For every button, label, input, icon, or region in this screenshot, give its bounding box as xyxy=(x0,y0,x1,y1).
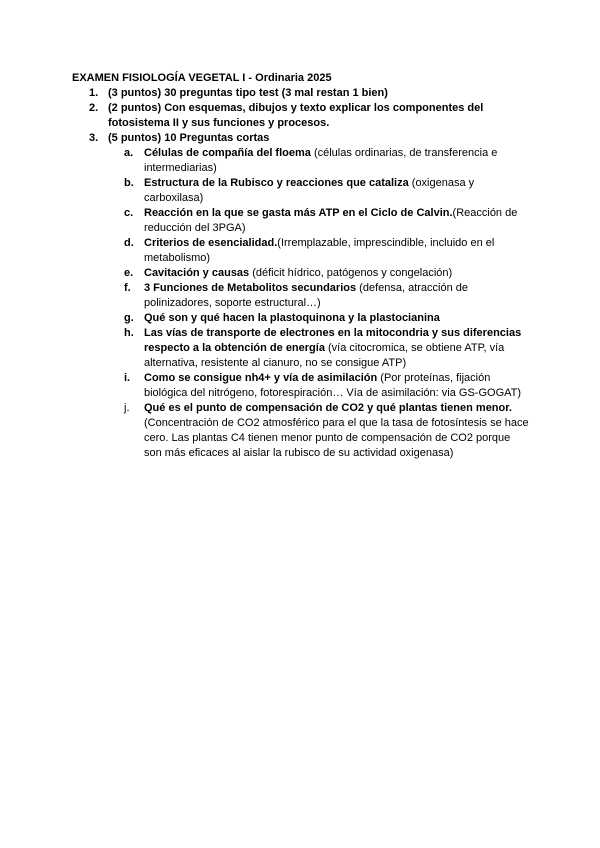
short-question-j xyxy=(124,401,530,461)
question-number: 1. xyxy=(89,87,99,99)
sub-question-title: Como se consigue nh4+ y vía de asimilación xyxy=(144,372,378,384)
sub-question-answer: (oxigenasa y carboxilasa) xyxy=(144,177,475,204)
sub-question-answer: (Concentración de CO2 atmosférico para el que la tasa de fotosíntesis se hace cero. Las plantas C4 tienen menor punto de compensación de CO2 porque son más eficaces al aislar la rubisco de su actividad oxigenasa) xyxy=(144,417,529,459)
question-2 xyxy=(0,101,498,131)
question-text: (3 puntos) 30 preguntas tipo test (3 mal restan 1 bien) xyxy=(108,87,388,99)
sub-question-answer: (vía citocromica, se obtiene ATP, vía alternativa, resistente al cianuro, no se consigue ATP) xyxy=(144,342,505,369)
sub-letter: j. xyxy=(124,402,130,414)
short-question-a xyxy=(124,146,530,176)
sub-question-title: Criterios de esencialidad. xyxy=(144,237,278,249)
sub-question-answer: (déficit hídrico, patógenos y congelación) xyxy=(249,267,453,279)
sub-question-title: Células de compañía del floema xyxy=(144,147,311,159)
sub-question-answer: (Reacción de reducción del 3PGA) xyxy=(144,207,518,234)
question-list xyxy=(0,86,600,461)
question-3 xyxy=(0,131,529,461)
sub-question-title: Estructura de la Rubisco y reacciones que cataliza xyxy=(144,177,409,189)
short-question-list xyxy=(108,146,529,461)
sub-question-title: 3 Funciones de Metabolitos secundarios xyxy=(144,282,357,294)
sub-letter: d. xyxy=(124,237,134,249)
sub-letter: e. xyxy=(124,267,134,279)
short-question-e xyxy=(124,266,530,281)
sub-question-answer: (Irremplazable, imprescindible, incluido en el metabolismo) xyxy=(144,237,495,264)
sub-question-answer: (Por proteínas, fijación biológica del nitrógeno, fotorespiración… Vía de asimilación: via GS-GOGAT) xyxy=(144,372,522,399)
short-question-f xyxy=(124,281,530,311)
sub-question-title: Cavitación y causas xyxy=(144,267,250,279)
question-number: 2. xyxy=(89,102,99,114)
sub-question-title: Reacción en la que se gasta más ATP en el Ciclo de Calvin. xyxy=(144,207,453,219)
sub-question-answer: (defensa, atracción de polinizadores, soporte estructural…) xyxy=(144,282,469,309)
question-text: (5 puntos) 10 Preguntas cortas xyxy=(108,132,270,144)
question-1 xyxy=(0,86,498,101)
sub-letter: a. xyxy=(124,147,134,159)
question-text: (2 puntos) Con esquemas, dibujos y texto explicar los componentes del fotosistema II y sus funciones y procesos. xyxy=(108,102,484,129)
short-question-g xyxy=(124,311,530,326)
question-number: 3. xyxy=(89,132,99,144)
sub-question-title: Qué es el punto de compensación de CO2 y qué plantas tienen menor. xyxy=(144,402,512,414)
sub-question-title: Qué son y qué hacen la plastoquinona y la plastocianina xyxy=(144,312,440,324)
sub-letter: c. xyxy=(124,207,134,219)
sub-question-title: Las vías de transporte de electrones en la mitocondria y sus diferencias respecto a la obtención de energía xyxy=(144,327,522,354)
sub-question-answer: (células ordinarias, de transferencia e intermediarias) xyxy=(144,147,498,174)
sub-letter: b. xyxy=(124,177,134,189)
sub-letter: f. xyxy=(124,282,131,294)
short-question-d xyxy=(124,236,530,266)
short-question-b xyxy=(124,176,530,206)
sub-letter: h. xyxy=(124,327,134,339)
exam-title: EXAMEN FISIOLOGÍA VEGETAL I - Ordinaria 2025 xyxy=(72,72,332,84)
short-question-h xyxy=(124,326,530,371)
short-question-i xyxy=(124,371,530,401)
sub-letter: g. xyxy=(124,312,134,324)
sub-letter: i. xyxy=(124,372,131,384)
short-question-c xyxy=(124,206,530,236)
